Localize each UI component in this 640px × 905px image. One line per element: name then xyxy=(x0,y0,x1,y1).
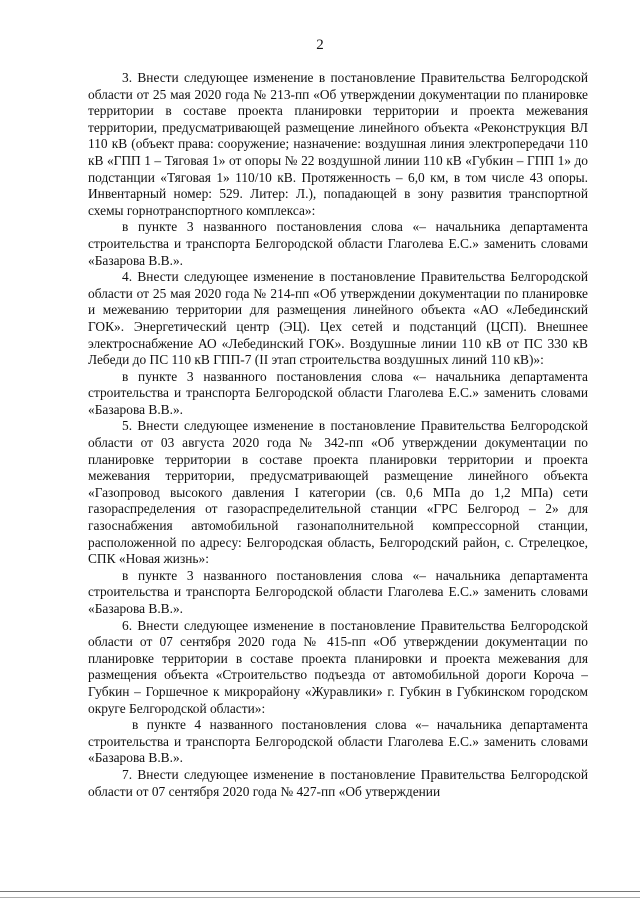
page-number: 2 xyxy=(316,37,324,53)
scan-edge-line-secondary xyxy=(0,897,640,898)
paragraph-item-5-amendment: в пункте 3 названного постановления слова «– начальника департамента строительства и транспорта Белгородской области Глаголева Е.С.» заменить словами «Базарова В.В.». xyxy=(88,567,588,616)
paragraph-item-3-amendment: в пункте 3 названного постановления слова «– начальника департамента строительства и транспорта Белгородской области Глаголева Е.С.» заменить словами «Базарова В.В.». xyxy=(88,219,588,268)
paragraph-item-3: 3. Внести следующее изменение в постановление Правительства Белгородской области от 25 мая 2020 года № 213-пп «Об утверждении документации по планировке территории в составе проекта планировки территории и проекта межевания территории, предусматривающей размещение линейного объекта «Реконструкция ВЛ 110 кВ (объект права: сооружение; назначение: воздушная линия электропередачи 110 кВ «ГПП 1 – Тяговая 1» от опоры № 22 воздушной линии 110 кВ «Губкин – ГПП 1» до подстанции «Тяговая 1» 110/10 кВ. Протяженность – 6,0 км, в том числе 43 опоры. Инвентарный номер: 529. Литер: Л.), попадающей в зону развития транспортной схемы горнотранспортного комплекса»: xyxy=(88,70,588,218)
paragraph-item-7: 7. Внести следующее изменение в постановление Правительства Белгородской области от 07 сентября 2020 года № 427-пп «Об утверждении xyxy=(88,766,588,799)
paragraph-item-4-amendment: в пункте 3 названного постановления слова «– начальника департамента строительства и транспорта Белгородской области Глаголева Е.С.» заменить словами «Базарова В.В.». xyxy=(88,368,588,417)
document-body xyxy=(88,70,588,800)
paragraph-item-6-amendment: в пункте 4 названного постановления слова «– начальника департамента строительства и транспорта Белгородской области Глаголева Е.С.» заменить словами «Базарова В.В.». xyxy=(88,717,588,766)
scan-edge-line xyxy=(0,891,640,892)
paragraph-item-5: 5. Внести следующее изменение в постановление Правительства Белгородской области от 03 августа 2020 года № 342-пп «Об утверждении документации по планировке территории в составе проекта планировки территории и проекта межевания территории, предусматривающей размещение линейного объекта «Газопровод высокого давления I категории (св. 0,6 МПа до 1,2 МПа) сети газораспределения от газораспределительной станции «ГРС Белгород – 2» для газоснабжения автомобильной газонаполнительной компрессорной станции, расположенной по адресу: Белгородская область, Белгородский район, с. Стрелецкое, СПК «Новая жизнь»: xyxy=(88,418,588,567)
paragraph-item-6: 6. Внести следующее изменение в постановление Правительства Белгородской области от 07 сентября 2020 года № 415-пп «Об утверждении документации по планировке территории в составе проекта планировки и проекта межевания для размещения объекта «Строительство подъезда от автомобильной дороги Короча – Губкин – Горшечное к микрорайону «Журавлики» г. Губкин в Губкинском городском округе Белгородской области»: xyxy=(88,617,588,716)
paragraph-item-4: 4. Внести следующее изменение в постановление Правительства Белгородской области от 25 мая 2020 года № 214-пп «Об утверждении документации по планировке и межеванию территории для размещения линейного объекта «АО «Лебединский ГОК». Энергетический центр (ЭЦ). Цех сетей и подстанций (ЦСП). Внешнее электроснабжение АО «Лебединский ГОК». Воздушные линии 110 кВ от ПС 330 кВ Лебеди до ПС 110 кВ ГПП-7 (II этап строительства воздушных линий 110 кВ)»: xyxy=(88,269,588,368)
